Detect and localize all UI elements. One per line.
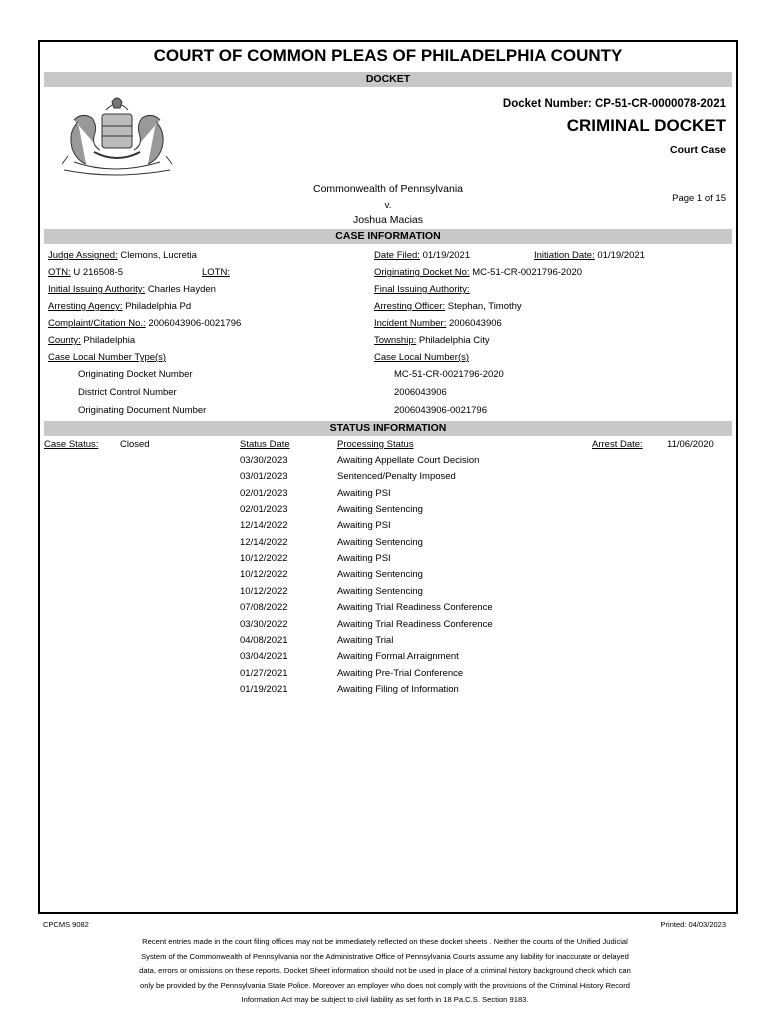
- judge-label: Judge Assigned:: [48, 250, 118, 261]
- case-status-value: Closed: [120, 439, 150, 450]
- versus: v.: [384, 200, 392, 211]
- status-date-cell: 12/14/2022: [240, 536, 288, 548]
- status-date-cell: 03/01/2023: [240, 471, 288, 483]
- complaint-value: 2006043906-0021796: [148, 318, 242, 329]
- court-title: COURT OF COMMON PLEAS OF PHILADELPHIA COUNTY: [153, 46, 623, 65]
- docket-bar: DOCKET: [44, 72, 732, 87]
- status-date-cell: 10/12/2022: [240, 553, 288, 565]
- county-label: County:: [48, 335, 81, 346]
- status-date-cell: 03/30/2023: [240, 455, 288, 466]
- processing-status-cell: Awaiting PSI: [337, 520, 391, 532]
- judge-row: [48, 250, 197, 261]
- processing-status-cell: Awaiting Sentencing: [337, 585, 423, 597]
- arresting-officer-value: Stephan, Timothy: [447, 301, 522, 312]
- pennsylvania-seal-icon: [54, 92, 180, 178]
- status-date-cell: 10/12/2022: [240, 569, 288, 581]
- processing-status-cell: Awaiting Trial: [337, 634, 394, 646]
- local-type-label: Case Local Number Type(s): [48, 352, 167, 363]
- local-type: Originating Document Number: [78, 405, 207, 416]
- page-indicator: Page 1 of 15: [672, 193, 726, 204]
- disclaimer-line: Information Act may be subject to civil liability as set forth in 18 Pa.C.S. Section 9183.: [241, 995, 529, 1004]
- processing-status-cell: Awaiting Sentencing: [337, 504, 423, 516]
- disclaimer-line: only be provided by the Pennsylvania State Police. Moreover an employer who does not comply with the provisions of the Criminal History Record: [139, 980, 631, 990]
- party-1: Commonwealth of Pennsylvania: [313, 183, 463, 195]
- arresting-agency-label: Arresting Agency:: [48, 301, 123, 312]
- processing-status-cell: Awaiting Trial Readiness Conference: [337, 602, 493, 614]
- originating-docket-label: Originating Docket No:: [374, 267, 470, 278]
- form-id: CPCMS 9082: [43, 920, 89, 929]
- incident-row: [374, 318, 502, 329]
- case-information-bar: CASE INFORMATION: [44, 229, 732, 244]
- local-number: 2006043906-0021796: [394, 405, 487, 416]
- arresting-officer-row: [374, 301, 522, 312]
- processing-status-cell: Awaiting Filing of Information: [337, 683, 459, 695]
- status-date-cell: 07/08/2022: [240, 602, 288, 614]
- date-filed-row: [374, 250, 470, 261]
- initial-authority-value: Charles Hayden: [147, 284, 216, 295]
- status-date-cell: 12/14/2022: [240, 520, 288, 532]
- originating-docket-row: [374, 267, 582, 278]
- otn-value: U 216508-5: [73, 267, 123, 278]
- date-filed-label: Date Filed:: [374, 250, 420, 261]
- county-value: Philadelphia: [83, 335, 136, 346]
- processing-status-cell: Awaiting PSI: [337, 487, 391, 499]
- judge-value: Clemons, Lucretia: [120, 250, 197, 261]
- local-type: Originating Docket Number: [78, 369, 193, 380]
- status-date-cell: 03/04/2021: [240, 651, 288, 663]
- lotn-label: LOTN:: [202, 267, 230, 278]
- processing-status-cell: Awaiting PSI: [337, 553, 391, 565]
- status-date-cell: 04/08/2021: [240, 634, 288, 646]
- processing-status-cell: Awaiting Formal Arraignment: [337, 651, 459, 663]
- final-authority-label: Final Issuing Authority:: [374, 284, 470, 295]
- disclaimer-line: Recent entries made in the court filing offices may not be immediately reflected on these docket sheets . Neither the courts of the Unified Judicial: [142, 937, 628, 946]
- originating-docket-value: MC-51-CR-0021796-2020: [472, 267, 583, 278]
- otn-label: OTN:: [48, 267, 71, 278]
- arresting-agency-row: [48, 301, 191, 312]
- processing-status-cell: Awaiting Sentencing: [337, 536, 423, 548]
- status-information-bar: STATUS INFORMATION: [44, 421, 732, 436]
- arrest-date-value: 11/06/2020: [667, 439, 714, 450]
- complaint-label: Complaint/Citation No.:: [48, 318, 146, 329]
- processing-status-cell: Sentenced/Penalty Imposed: [337, 471, 456, 483]
- case-status-label: Case Status:: [44, 439, 99, 450]
- docket-type: CRIMINAL DOCKET: [566, 116, 726, 135]
- party-2: Joshua Macias: [352, 214, 424, 226]
- processing-status-cell: Awaiting Trial Readiness Conference: [337, 618, 493, 630]
- township-value: Philadelphia City: [418, 335, 490, 346]
- incident-value: 2006043906: [448, 318, 502, 329]
- docket-number: Docket Number: CP-51-CR-0000078-2021: [502, 98, 726, 110]
- local-number: 2006043906: [394, 387, 447, 398]
- disclaimer: [0, 935, 770, 1008]
- township-row: [374, 335, 490, 346]
- otn-row: [48, 267, 123, 278]
- disclaimer-line: data, errors or omissions on these reports. Docket Sheet information should not be used in place of a criminal history background check which can: [139, 966, 631, 975]
- arresting-officer-label: Arresting Officer:: [374, 301, 446, 312]
- status-date-cell: 10/12/2022: [240, 585, 288, 597]
- date-filed-value: 01/19/2021: [422, 250, 471, 261]
- case-kind: Court Case: [669, 144, 726, 156]
- status-date-header: Status Date: [240, 439, 290, 450]
- local-number-label: Case Local Number(s): [374, 352, 470, 363]
- initiation-row: [534, 250, 645, 261]
- initiation-value: 01/19/2021: [597, 250, 645, 261]
- processing-status-cell: Awaiting Pre-Trial Conference: [337, 667, 464, 679]
- arrest-date-label: Arrest Date:: [592, 439, 643, 450]
- local-type: District Control Number: [78, 387, 177, 398]
- local-number: MC-51-CR-0021796-2020: [394, 369, 504, 380]
- township-label: Township:: [374, 335, 417, 346]
- status-date-cell: 01/27/2021: [240, 667, 288, 679]
- initial-authority-row: [48, 284, 216, 295]
- complaint-row: [48, 318, 241, 329]
- disclaimer-line: System of the Commonwealth of Pennsylvania nor the Administrative Office of Pennsylvania Courts assume any liability for inaccurate or delayed: [141, 951, 629, 961]
- county-row: [48, 335, 135, 346]
- initiation-label: Initiation Date:: [534, 250, 595, 261]
- printed-date: Printed: 04/03/2023: [660, 920, 726, 929]
- processing-status-cell: Awaiting Appellate Court Decision: [337, 455, 480, 466]
- arresting-agency-value: Philadelphia Pd: [125, 301, 192, 312]
- status-date-cell: 01/19/2021: [240, 683, 288, 695]
- processing-status-header: Processing Status: [337, 439, 414, 450]
- initial-authority-label: Initial Issuing Authority:: [48, 284, 146, 295]
- status-date-cell: 02/01/2023: [240, 487, 288, 499]
- processing-status-cell: Awaiting Sentencing: [337, 569, 423, 581]
- incident-label: Incident Number:: [374, 318, 447, 329]
- status-date-cell: 03/30/2022: [240, 618, 288, 630]
- status-date-cell: 02/01/2023: [240, 504, 288, 516]
- docket-frame: [38, 40, 738, 914]
